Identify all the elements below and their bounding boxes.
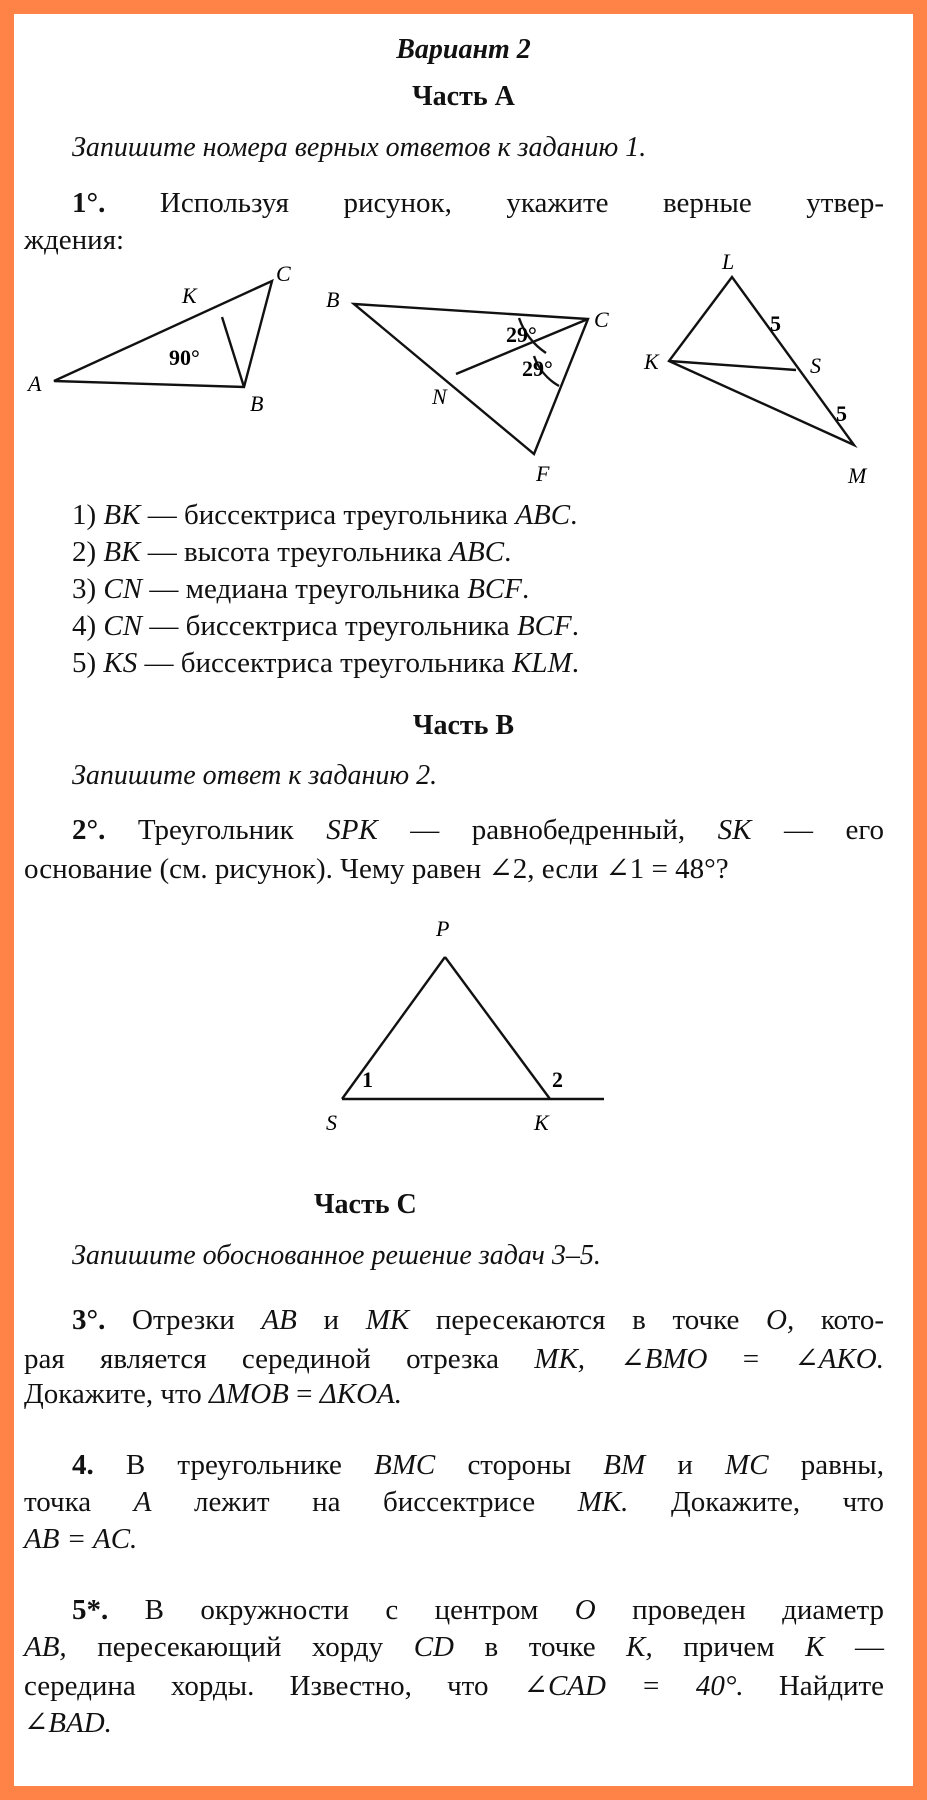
- task1-line2: ждения:: [24, 224, 125, 256]
- figure-triangle-bcf: [354, 304, 588, 454]
- task1-option-1: [72, 499, 577, 532]
- text: Найдите: [778, 1670, 885, 1702]
- task2-text: — его: [784, 814, 885, 846]
- task1-option-5: [72, 647, 579, 680]
- text: лежит на биссектрисе: [193, 1486, 536, 1518]
- text: в точке: [484, 1631, 596, 1663]
- fig3-label-l: L: [722, 249, 735, 274]
- option-text: — биссектриса треугольника: [149, 610, 510, 642]
- math: MC: [725, 1449, 769, 1481]
- task2-triangle: SPK: [326, 814, 378, 846]
- option-triangle: ABC: [515, 499, 571, 531]
- math: ΔKOA.: [319, 1378, 403, 1410]
- fig1-label-b: B: [250, 391, 264, 416]
- task2-text: Треугольник: [137, 814, 294, 846]
- option-number: 5): [72, 647, 97, 679]
- math: MK,: [534, 1343, 586, 1375]
- task1-number: 1°.: [72, 187, 106, 219]
- math: K: [805, 1631, 825, 1663]
- option-text: — медиана треугольника: [149, 573, 460, 605]
- task5-line2: [24, 1631, 884, 1664]
- fig2-label-n: N: [432, 384, 447, 409]
- math: AB: [261, 1304, 297, 1336]
- math: CD: [413, 1631, 454, 1663]
- math: A: [133, 1486, 152, 1518]
- fig2-angle2-label: 29°: [522, 356, 553, 381]
- fig2-label-b: B: [326, 287, 340, 312]
- text: рая является серединой отрезка: [24, 1343, 499, 1375]
- fig-angle1: 1: [362, 1067, 373, 1092]
- fig-label-p: P: [436, 916, 450, 941]
- figure-triangle-spk: [342, 957, 604, 1099]
- part-c-instruction: Запишите обоснованное решение задач 3–5.: [72, 1240, 601, 1271]
- worksheet-page: [14, 14, 913, 1786]
- fig3-len1: 5: [770, 311, 781, 336]
- task4-line2: [24, 1486, 884, 1519]
- fig2-label-c: C: [594, 307, 609, 332]
- task4-line1: [72, 1449, 884, 1482]
- option-triangle: BCF: [516, 610, 572, 642]
- text: середина хорды. Известно, что: [24, 1670, 489, 1702]
- text: пересекаются в точке: [435, 1304, 740, 1336]
- math: ΔMOB: [209, 1378, 289, 1410]
- part-a-instruction: Запишите номера верных ответов к заданию 1.: [72, 132, 647, 163]
- option-end: .: [571, 610, 579, 642]
- math: MK: [365, 1304, 410, 1336]
- math: BM: [603, 1449, 646, 1481]
- part-c-title: Часть С: [314, 1189, 417, 1220]
- option-segment: CN: [103, 573, 143, 605]
- fig1-label-c: C: [276, 261, 291, 286]
- fig1-label-a: A: [28, 371, 42, 396]
- fig2-label-f: F: [536, 461, 550, 486]
- text: причем: [683, 1631, 775, 1663]
- figure-triangle-abc: [54, 281, 272, 387]
- task4-line3: AB = AC.: [24, 1523, 138, 1555]
- figure-triangle-klm: [669, 277, 854, 445]
- task5-line1: [72, 1594, 884, 1627]
- text: стороны: [467, 1449, 572, 1481]
- part-b-title: Часть В: [412, 710, 515, 741]
- task5-line3: [24, 1668, 884, 1703]
- task3-number: 3°.: [72, 1304, 106, 1336]
- math: ∠CAD = 40°.: [523, 1670, 744, 1702]
- math: AB,: [24, 1631, 67, 1663]
- fig-label-k: K: [534, 1110, 549, 1135]
- option-number: 1): [72, 499, 97, 531]
- fig3-label-m: M: [848, 463, 867, 488]
- text: и: [677, 1449, 693, 1481]
- text: точка: [24, 1486, 92, 1518]
- option-text: — биссектриса треугольника: [147, 499, 509, 531]
- task2-text: — равнобедренный,: [410, 814, 686, 846]
- math: O: [574, 1594, 596, 1626]
- text: пересекающий хорду: [97, 1631, 384, 1663]
- option-segment: KS: [103, 647, 138, 679]
- option-number: 3): [72, 573, 97, 605]
- fig1-angle-label: 90°: [169, 345, 200, 370]
- task1-figures: [14, 239, 913, 509]
- option-text: — высота треугольника: [147, 536, 443, 568]
- math: ∠AKO.: [794, 1343, 885, 1375]
- text: В окружности с центром: [144, 1594, 539, 1626]
- fig-angle2: 2: [552, 1067, 563, 1092]
- task2-figure: [294, 894, 634, 1144]
- task3-line2: [24, 1341, 884, 1376]
- option-triangle: ABC: [449, 536, 505, 568]
- task1-line1: [72, 187, 884, 220]
- option-end: .: [522, 573, 530, 605]
- task1-option-2: [72, 536, 511, 569]
- task1-option-3: [72, 573, 529, 606]
- text: кото-: [820, 1304, 885, 1336]
- math: ∠BMO: [620, 1343, 708, 1375]
- option-text: — биссектриса треугольника: [144, 647, 505, 679]
- fig2-angle1-label: 29°: [506, 322, 537, 347]
- text: В треугольнике: [125, 1449, 342, 1481]
- task4-number: 4.: [72, 1449, 94, 1481]
- task2-base: SK: [717, 814, 752, 846]
- option-segment: BK: [103, 536, 141, 568]
- option-triangle: KLM: [512, 647, 572, 679]
- fig3-label-s: S: [810, 353, 821, 378]
- option-end: .: [570, 499, 578, 531]
- part-b-instruction: Запишите ответ к заданию 2.: [72, 760, 438, 791]
- text: равны,: [800, 1449, 885, 1481]
- math: K,: [626, 1631, 653, 1663]
- option-triangle: BCF: [467, 573, 522, 605]
- math: BMC: [374, 1449, 436, 1481]
- fig3-label-k: K: [644, 349, 659, 374]
- task3-line1: [72, 1304, 884, 1337]
- fig1-label-k: K: [182, 283, 197, 308]
- task2-number: 2°.: [72, 814, 106, 846]
- text: —: [855, 1631, 885, 1663]
- option-number: 4): [72, 610, 97, 642]
- option-end: .: [504, 536, 512, 568]
- task2-line1: [72, 814, 884, 847]
- text: Докажите, что: [24, 1378, 202, 1410]
- text: =: [742, 1343, 760, 1375]
- fig3-len2: 5: [836, 401, 847, 426]
- text: Докажите, что: [670, 1486, 885, 1518]
- math: O,: [766, 1304, 795, 1336]
- option-segment: CN: [103, 610, 143, 642]
- option-segment: BK: [103, 499, 141, 531]
- option-end: .: [571, 647, 579, 679]
- option-number: 2): [72, 536, 97, 568]
- math: MK.: [577, 1486, 629, 1518]
- text: Отрезки: [132, 1304, 235, 1336]
- task1-text: Используя рисунок, укажите верные утвер-: [159, 187, 884, 219]
- text: и: [323, 1304, 340, 1336]
- task3-line3: [24, 1378, 402, 1411]
- task5-line4: ∠BAD.: [24, 1707, 112, 1739]
- text: =: [296, 1378, 313, 1410]
- fig-label-s: S: [326, 1110, 337, 1135]
- task5-number: 5*.: [72, 1594, 109, 1626]
- task1-option-4: [72, 610, 579, 643]
- part-a-title: Часть А: [412, 81, 515, 112]
- text: проведен диаметр: [632, 1594, 885, 1626]
- task2-line2: основание (см. рисунок). Чему равен ∠2, если ∠1 = 48°?: [24, 853, 729, 885]
- variant-title: Вариант 2: [396, 34, 531, 65]
